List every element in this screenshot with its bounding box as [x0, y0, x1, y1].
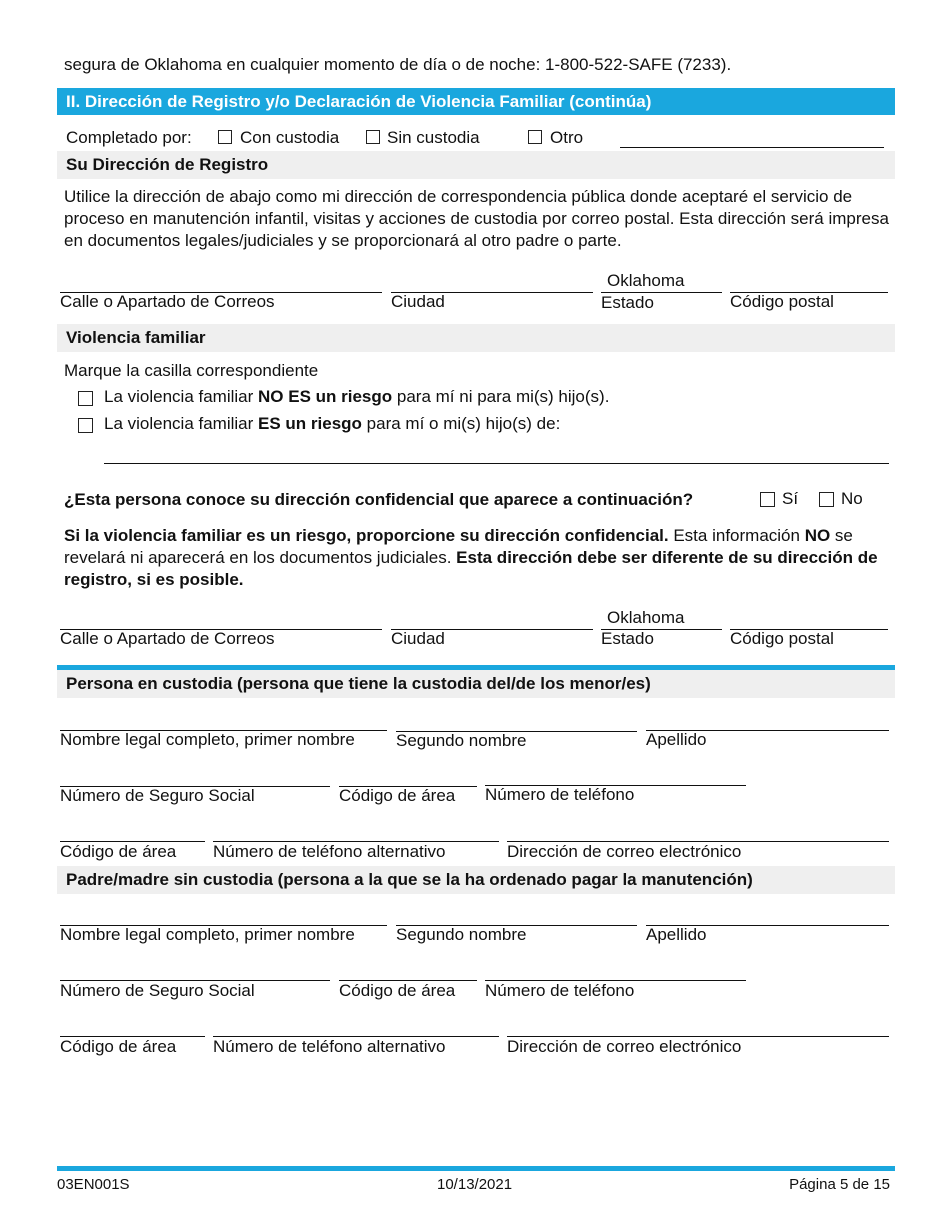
noncustodial-middle-name-label: Segundo nombre	[396, 925, 527, 944]
intro-line: segura de Oklahoma en cualquier momento de día o de noche: 1-800-522-SAFE (7233).	[64, 55, 732, 74]
confidential-paragraph	[64, 525, 894, 591]
option-no-risk-post: para mí ni para mi(s) hijo(s).	[392, 387, 610, 406]
option-is-risk-pre: La violencia familiar	[104, 414, 259, 433]
noncustodial-title: Padre/madre sin custodia (persona a la que se la ha ordenado pagar la manutención)	[57, 866, 895, 894]
registry-paragraph: Utilice la dirección de abajo como mi dirección de correspondencia pública donde aceptaré el servicio de proceso en manutención infantil, visitas y acciones de custodia por correo postal. Esta dirección será impresa en documentos legales/judiciales y se proporcionará al otro padre o parte.	[64, 187, 889, 250]
footer-page-number: Página 5 de 15	[789, 1176, 890, 1193]
noncustodial-alt-area-code-label: Código de área	[60, 1037, 177, 1056]
option-no-risk-bold: NO ES un riesgo	[258, 387, 393, 406]
violence-title: Violencia familiar	[57, 324, 895, 352]
noncustodial-alt-phone-label: Número de teléfono alternativo	[213, 1037, 446, 1056]
registry-street-label: Calle o Apartado de Correos	[60, 292, 275, 311]
registry-title: Su Dirección de Registro	[57, 151, 895, 179]
custodial-alt-phone-label: Número de teléfono alternativo	[213, 842, 446, 861]
option-con-custodia: Con custodia	[240, 128, 340, 147]
confidential-question: ¿Esta persona conoce su dirección confidencial que aparece a continuación?	[64, 490, 694, 509]
checkbox-no-risk[interactable]	[78, 391, 93, 406]
option-no-risk-pre: La violencia familiar	[104, 387, 259, 406]
violence-instruction: Marque la casilla correspondiente	[64, 361, 319, 380]
custodial-area-code-label: Código de área	[339, 786, 456, 805]
confidential-state-value: Oklahoma	[607, 608, 685, 627]
confidential-bold-1: Si la violencia familiar es un riesgo, proporcione su dirección confidencial.	[64, 526, 669, 545]
custodial-middle-name-label: Segundo nombre	[396, 731, 527, 750]
registry-city-label: Ciudad	[391, 292, 445, 311]
custodial-last-name-label: Apellido	[646, 730, 707, 749]
confidential-street-label: Calle o Apartado de Correos	[60, 629, 275, 648]
checkbox-con-custodia[interactable]	[218, 130, 232, 144]
checkbox-is-risk[interactable]	[78, 418, 93, 433]
section-title: II. Dirección de Registro y/o Declaración de Violencia Familiar (continúa)	[57, 88, 895, 115]
custodial-email-label: Dirección de correo electrónico	[507, 842, 742, 861]
noncustodial-email-label: Dirección de correo electrónico	[507, 1037, 742, 1056]
option-is-risk-bold: ES un riesgo	[258, 414, 362, 433]
noncustodial-first-name-label: Nombre legal completo, primer nombre	[60, 925, 355, 944]
confidential-bold-3: Esta dirección debe ser diferente de su dirección de registro, si es posible.	[64, 548, 878, 589]
registry-state-value: Oklahoma	[607, 271, 685, 290]
checkbox-yes[interactable]	[760, 492, 775, 507]
risk-children-field[interactable]	[104, 463, 889, 464]
custodial-title: Persona en custodia (persona que tiene la custodia del/de los menor/es)	[57, 670, 895, 698]
registry-state-label: Estado	[601, 293, 654, 312]
custodial-alt-area-code-label: Código de área	[60, 842, 177, 861]
noncustodial-ssn-label: Número de Seguro Social	[60, 981, 255, 1000]
completed-by-label: Completado por:	[66, 128, 192, 147]
yes-label: Sí	[782, 489, 799, 508]
footer-divider	[57, 1166, 895, 1171]
option-is-risk	[104, 414, 560, 434]
noncustodial-phone-label: Número de teléfono	[485, 981, 635, 1000]
option-is-risk-post: para mí o mi(s) hijo(s) de:	[361, 414, 561, 433]
checkbox-otro[interactable]	[528, 130, 542, 144]
noncustodial-last-name-label: Apellido	[646, 925, 707, 944]
registry-zip-label: Código postal	[730, 292, 834, 311]
no-label: No	[841, 489, 863, 508]
custodial-first-name-label: Nombre legal completo, primer nombre	[60, 730, 355, 749]
checkbox-sin-custodia[interactable]	[366, 130, 380, 144]
option-no-risk	[104, 387, 609, 407]
option-sin-custodia: Sin custodia	[387, 128, 480, 147]
footer-date: 10/13/2021	[437, 1176, 513, 1193]
checkbox-no[interactable]	[819, 492, 834, 507]
footer-form-id: 03EN001S	[57, 1176, 130, 1193]
option-otro: Otro	[550, 128, 584, 147]
confidential-city-label: Ciudad	[391, 629, 445, 648]
confidential-normal-2: se revelará ni aparecerá en los documentos judiciales.	[64, 526, 853, 567]
custodial-ssn-label: Número de Seguro Social	[60, 786, 255, 805]
confidential-bold-2: NO	[804, 526, 831, 545]
confidential-normal-1: Esta información	[668, 526, 805, 545]
confidential-zip-label: Código postal	[730, 629, 834, 648]
confidential-state-label: Estado	[601, 629, 654, 648]
noncustodial-area-code-label: Código de área	[339, 981, 456, 1000]
otro-specify-field[interactable]	[620, 147, 884, 148]
custodial-phone-label: Número de teléfono	[485, 785, 635, 804]
